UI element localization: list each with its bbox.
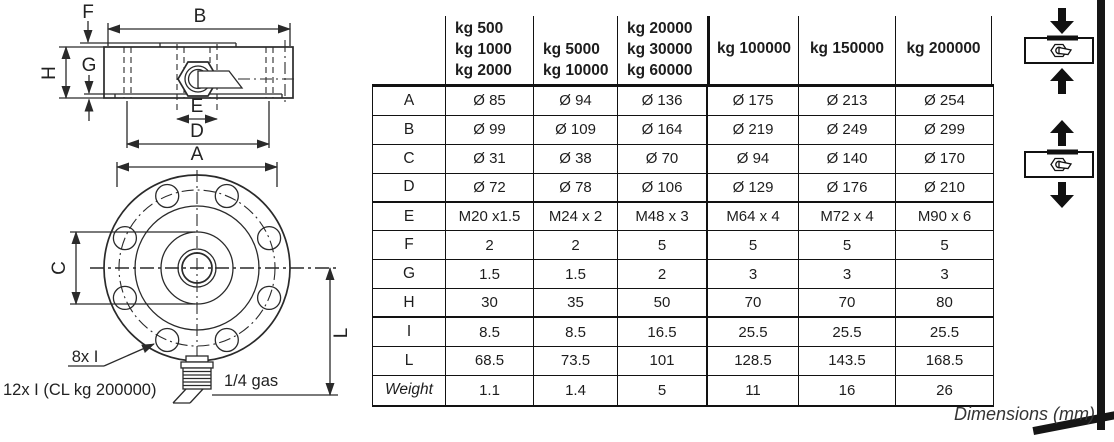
table-cell: 35 [534,289,618,318]
table-cell: M72 x 4 [799,203,896,232]
table-cell: 30 [446,289,534,318]
table-cell: Ø 136 [618,87,708,116]
table-cell: 5 [618,231,708,260]
table-cell: Ø 249 [799,116,896,145]
side-view-drawing [39,2,298,148]
col-header-line: kg 20000 [627,20,693,37]
dim-label-l: L [331,327,352,339]
col-header-line: kg 5000 [543,41,600,58]
row-label-g: G [373,260,446,289]
table-cell: Ø 70 [618,145,708,174]
dim-label-c: C [49,261,70,275]
table-cell: 5 [799,231,896,260]
row-label-i: I [373,318,446,347]
table-header-row [445,16,992,84]
table-cell: Ø 38 [534,145,618,174]
row-label-weight: Weight [373,376,446,405]
col-header-6 [895,16,992,84]
table-cell: Ø 164 [618,116,708,145]
table-cell: 80 [896,289,993,318]
col-header-2 [533,16,617,84]
table-cell: Ø 85 [446,87,534,116]
row-label-h: H [373,289,446,318]
table-cell: 3 [896,260,993,289]
row-label-e: E [373,203,446,232]
table-cell: 1.1 [446,376,534,405]
table-cell: 128.5 [708,347,799,376]
annotation-12x-holes: 12x I (CL kg 200000) [3,381,157,399]
table-cell: 26 [936,381,953,399]
arrow-up-icon [1050,120,1074,146]
table-cell: Ø 299 [896,116,993,145]
table-cell: 3 [708,260,799,289]
col-header-3 [617,16,707,84]
cable-exit [198,71,242,88]
row-label-c: C [373,145,446,174]
dim-label-e: E [190,96,204,117]
row-label-l: L [373,347,446,376]
col-header-4 [707,16,798,84]
table-cell: 3 [799,260,896,289]
table-cell: 2 [446,231,534,260]
table-cell: Ø 219 [708,116,799,145]
table-cell: 68.5 [446,347,534,376]
table-cell: 5 [618,376,708,405]
annotation-quarter-gas: 1/4 gas [224,372,279,390]
row-label-d: D [373,174,446,203]
row-label-f: F [373,231,446,260]
dim-label-g: G [81,55,97,76]
annotation-8x-holes: 8x I [71,348,99,366]
table-cell: 70 [799,289,896,318]
col-header-line: kg 2000 [455,62,512,79]
row-label-a: A [373,87,446,116]
col-header-line: kg 30000 [627,41,693,58]
table-cell: 168.5 [896,347,993,376]
table-cell: Ø 31 [446,145,534,174]
table-cell: 25.5 [708,318,799,347]
table-cell: 50 [618,289,708,318]
table-cell: Ø 106 [618,174,708,203]
dim-label-b: B [193,6,207,27]
arrow-up-icon [1050,68,1074,94]
table-cell: 8.5 [446,318,534,347]
col-header-line: kg 60000 [627,62,693,79]
table-cell: Ø 99 [446,116,534,145]
dim-label-d: D [190,121,204,142]
table-cell: 25.5 [799,318,896,347]
page-edge-strip [1097,0,1105,430]
row-label-b: B [373,116,446,145]
table-cell: 73.5 [534,347,618,376]
table-body [372,84,994,407]
table-cell: 1.5 [534,260,618,289]
table-cell: 2 [534,231,618,260]
col-header-line: kg 10000 [543,62,609,79]
tension-arrows-icon [1025,120,1093,208]
table-cell: 16.5 [618,318,708,347]
table-cell: Ø 78 [534,174,618,203]
table-cell: Ø 109 [534,116,618,145]
table-cell: Ø 170 [896,145,993,174]
arrow-down-icon [1050,182,1074,208]
col-header-line: kg 150000 [809,40,885,57]
dim-label-f: F [82,2,94,23]
arrow-down-icon [1050,8,1074,34]
col-header-5 [798,16,895,84]
table-cell: 70 [708,289,799,318]
front-view-drawing [3,144,352,403]
table-cell: M64 x 4 [708,203,799,232]
dim-label-a: A [190,144,204,165]
table-cell: 25.5 [896,318,993,347]
table-cell: Ø 94 [708,145,799,174]
table-cell: Ø 213 [799,87,896,116]
col-header-line: kg 1000 [455,41,512,58]
table-cell: 16 [799,376,896,405]
cable-connector [173,356,213,403]
table-cell: 143.5 [799,347,896,376]
table-cell: 1.5 [446,260,534,289]
table-cell: M20 x1.5 [446,203,534,232]
table-cell: Ø 254 [896,87,993,116]
table-cell: 101 [618,347,708,376]
table-cell: 5 [896,231,993,260]
table-cell: 11 [708,376,799,405]
table-cell: 1.4 [534,376,618,405]
table-cell: Ø 140 [799,145,896,174]
table-cell: 2 [618,260,708,289]
table-cell: Ø 175 [708,87,799,116]
col-header-line: kg 500 [455,20,504,37]
table-cell: Ø 176 [799,174,896,203]
table-cell: Ø 72 [446,174,534,203]
dim-label-h: H [39,66,60,80]
table-cell: 8.5 [534,318,618,347]
table-cell: Ø 94 [534,87,618,116]
load-cell-drawing [0,0,372,442]
table-cell: Ø 129 [708,174,799,203]
table-cell: M48 x 3 [618,203,708,232]
table-cell: 5 [708,231,799,260]
table-cell: Ø 210 [896,174,993,203]
table-cell: M24 x 2 [534,203,618,232]
col-header-1 [445,16,533,84]
compression-arrows-icon [1025,8,1093,94]
col-header-line: kg 200000 [906,40,981,57]
table-cell: M90 x 6 [896,203,993,232]
dimensions-unit-note: Dimensions (mm) [953,404,1095,424]
col-header-line: kg 100000 [716,40,792,57]
